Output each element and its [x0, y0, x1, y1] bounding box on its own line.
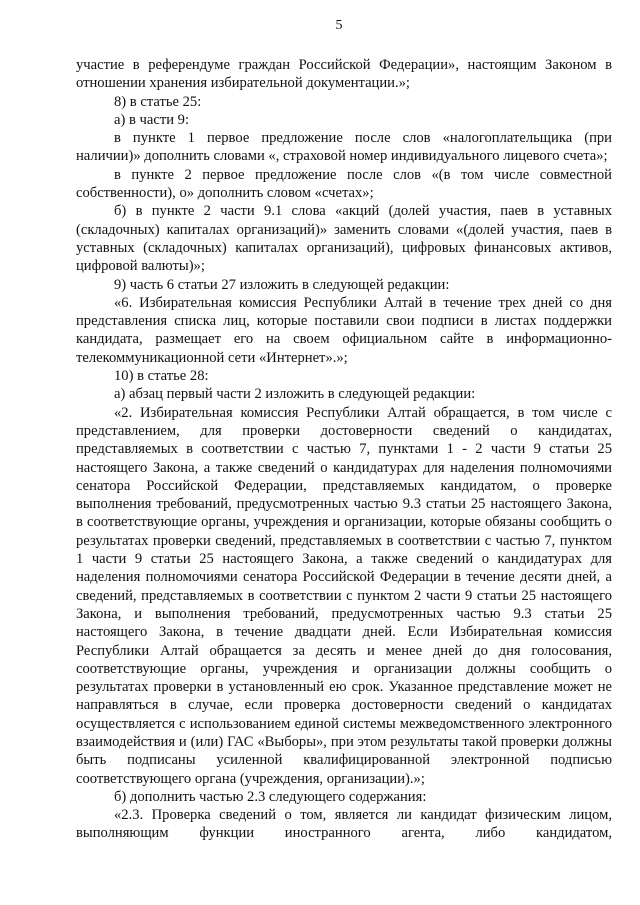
paragraph: б) в пункте 2 части 9.1 слова «акций (долей участия, паев в уставных (складочных) капиталах организаций)» заменить словами «(долей участия, паев в уставных (складочных) капиталах организаций), цифровых финансовых активов, цифровой валюты)»; [76, 203, 612, 275]
page-number: 5 [335, 18, 343, 33]
paragraph: в пункте 1 первое предложение после слов «налогоплательщика (при наличии)» дополнить словами «, страховой номер индивидуального лицевого счета»; [76, 130, 612, 165]
paragraph: 10) в статье 28: [114, 368, 209, 385]
paragraph: б) дополнить частью 2.3 следующего содержания: [114, 788, 427, 805]
paragraph: участие в референдуме граждан Российской Федерации», настоящим Законом в отношении хранения избирательной документации.»; [76, 57, 612, 92]
paragraph: а) в части 9: [114, 111, 190, 128]
paragraph: 8) в статье 25: [114, 93, 202, 110]
paragraph: в пункте 2 первое предложение после слов «(в том числе совместной собственности), о» дополнить словом «счетах»; [76, 166, 612, 202]
paragraph: 9) часть 6 статьи 27 изложить в следующей редакции: [114, 276, 450, 293]
paragraph: «2. Избирательная комиссия Республики Алтай обращается, в том числе с представлением, для проверки достоверности сведений о кандидатах, представляемых в соответствии с частью 7, пунктами 1 - 2 части 9 статьи 25 настоящего Закона, а также сведений о кандидатурах для наделения полномочиями сенатора Российской Федерации, представляемых кандидатом, о проверке выполнения требований, предусмотренных частью 9.3 статьи 25 настоящего Закона, в соответствующие органы, учреждения и организации, которые обязаны сообщить о результатах проверки сведений, представляемых в соответствии с частью 7, пунктом 1 части 9 статьи 25 настоящего Закона, а также сведений о кандидатурах для наделения полномочиями сенатора Российской Федерации в течение десяти дней, а сведений, представляемых в соответствии с пунктом 2 части 9 статьи 25 настоящего Закона, и выполнения требований, предусмотренных частью 9.3 статьи 25 настоящего Закона, в течение двадцати дней. Если Избирательная комиссия Республики Алтай обращается за десять и менее дней до дня голосования, соответствующие органы, учреждения и организации должны сообщить о результатах проверки в установленный ею срок. Указанное представление может не направляться в случае, если проверка достоверности сведений о кандидатах осуществляется с использованием единой системы межведомственного электронного взаимодействия и (или) ГАС «Выборы», при этом результаты такой проверки должны быть подписаны усиленной квалифицированной электронной подписью соответствующего органа (учреждения, организации).»; [76, 404, 612, 787]
paragraph: «6. Избирательная комиссия Республики Алтай в течение трех дней со дня представления списка лиц, которые поставили свои подписи в листах поддержки кандидата, размещает его на своем официальном сайте в информационно-телекоммуникационной сети «Интернет».»; [76, 294, 612, 366]
paragraph: «2.3. Проверка сведений о том, является ли кандидат физическим лицом, выполняющим функции иностранного агента, либо кандидатом, [76, 807, 612, 842]
paragraph: а) абзац первый части 2 изложить в следующей редакции: [114, 386, 476, 403]
